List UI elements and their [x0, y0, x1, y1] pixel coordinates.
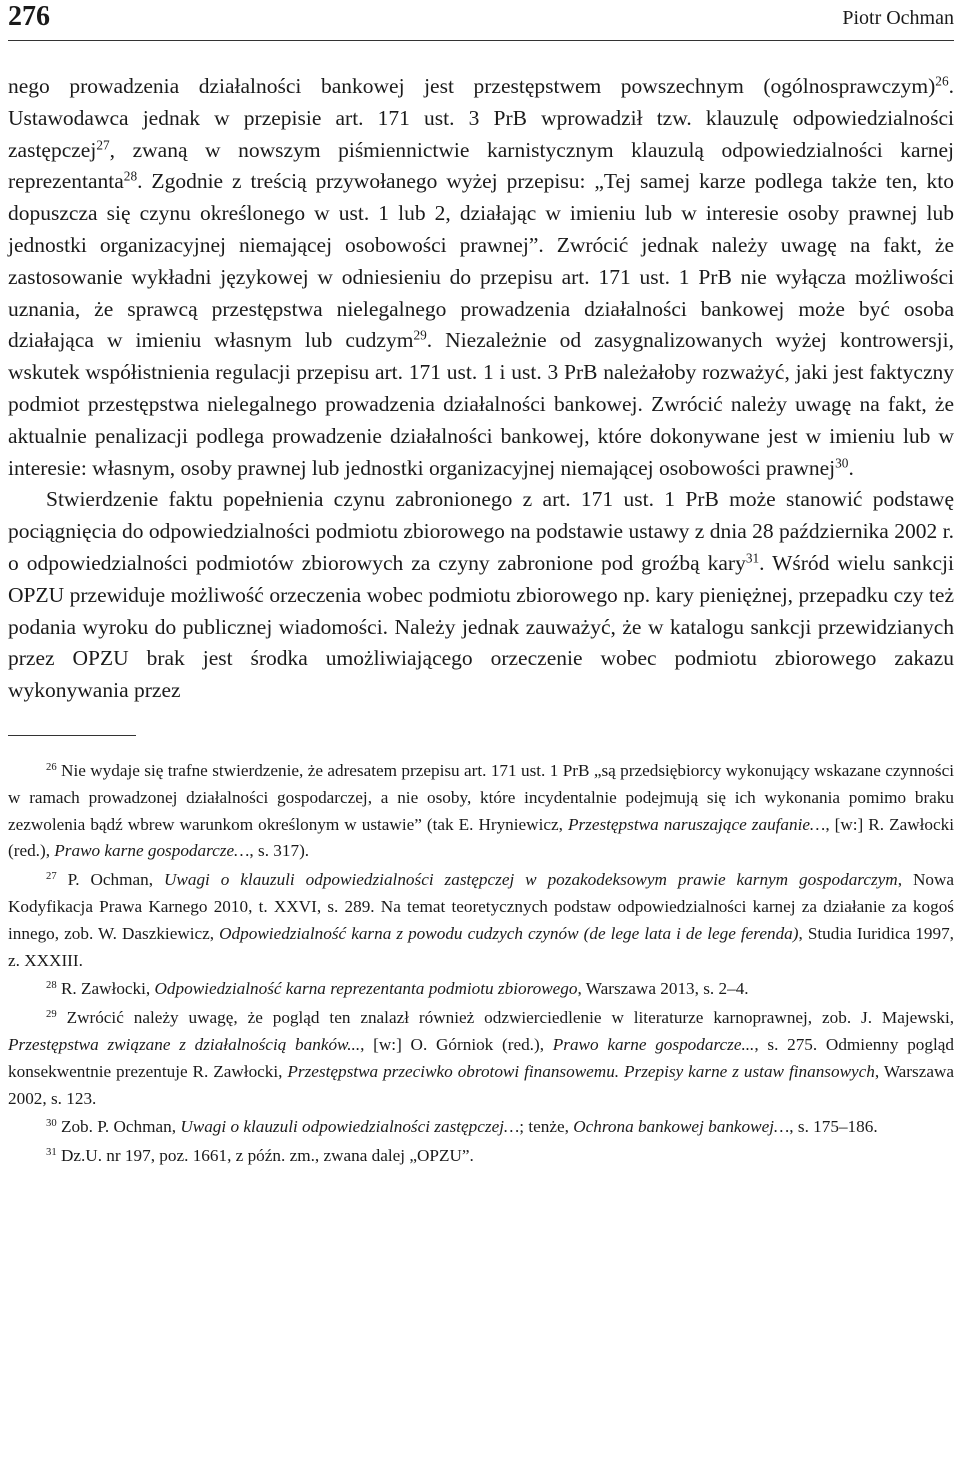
italic-title: Prawo karne gospodarcze… [54, 841, 250, 861]
italic-title: Prawo karne gospodarcze... [552, 1034, 755, 1054]
text-run: . Ustawodawca jednak w przepisie art. 171 ust. 3 PrB wprowadził tzw. klauzulę odpowiedzialności zastępczej [8, 74, 954, 162]
footnotes [8, 758, 954, 1170]
text-run: . Niezależnie od zasygnalizowanych wyżej kontrowersji, wskutek współistnienia regulacji przepisu art. 171 ust. 1 i ust. 3 PrB należałoby rozważyć, jaki jest faktyczny podmiot przestępstwa nielegalnego prowadzenia działalności bankowej. Zwrócić należy uwagę na fakt, że aktualnie penalizacji podlega prowadzenie działalności bankowej, które dokonywane jest w imieniu lub w interesie: własnym, osoby prawnej lub jednostki organizacyjnej niemającej osobowości prawnej [8, 328, 954, 480]
text-run: Dz.U. nr 197, poz. 1661, z późn. zm., zwana dalej „OPZU”. [60, 1146, 474, 1166]
footnote-27 [8, 867, 954, 974]
text-run: , zwaną w nowszym piśmiennictwie karnistycznym klauzulą odpowiedzialności karnej reprezentanta [8, 137, 954, 194]
paragraph-1 [8, 71, 954, 484]
text-run: . Zgodnie z treścią przywołanego wyżej przepisu: „Tej samej karze podlega także ten, kto dopuszcza się czynu określonego w ust. 1 lub 2, działając w imieniu lub w interesie osoby prawnej lub jednostki organizacyjnej niemającej osobowości prawnej”. Zwrócić jednak należy uwagę na fakt, że zastosowanie wykładni językowej w odniesieniu do przepisu art. 171 ust. 1 PrB nie wyłącza możliwości uznania, że sprawcą przestępstwa nielegalnego prowadzenia działalności bankowej może być osoba działająca w imieniu własnym lub cudzym [8, 169, 954, 353]
footnote-29 [8, 1005, 954, 1112]
text-run: , [w:] O. Górniok (red.), [360, 1034, 553, 1054]
running-head-author: Piotr Ochman [842, 7, 954, 29]
page-number: 276 [8, 1, 50, 32]
text-run: ; tenże, [519, 1117, 574, 1137]
footnote-number: 26 [46, 762, 57, 774]
text-run: Zwrócić należy uwagę, że pogląd ten znalazł również odzwierciedlenie w literaturze karnoprawnej, zob. J. Majewski, [66, 1008, 955, 1028]
document-page [8, 0, 954, 1172]
footnote-ref-27: 27 [96, 137, 110, 153]
text-run: , [w:] R. Zawłocki (red.), [8, 814, 954, 861]
main-text [8, 71, 954, 707]
text-run: Nie wydaje się trafne stwierdzenie, że adresatem przepisu art. 171 ust. 1 PrB „są przedsiębiorcy wykonujący wskazane czynności w ramach prowadzonej działalności gospodarczej, a nie osoby, które incydentalnie podejmują się ich wykonania pomimo braku zezwolenia bądź wbrew warunkom określonym w ustawie” (tak E. Hryniewicz, [8, 760, 955, 834]
footnote-30 [8, 1114, 954, 1141]
footnote-number: 28 [46, 980, 57, 992]
footnote-ref-28: 28 [123, 169, 138, 185]
text-run: R. Zawłocki, [60, 979, 155, 999]
text-run: , s. 317). [249, 841, 310, 861]
footnote-ref-29: 29 [413, 328, 427, 344]
text-run: Zob. P. Ochman, [60, 1117, 181, 1137]
footnote-28 [8, 976, 954, 1003]
italic-title: Uwagi o klauzuli odpowiedzialności zastępczej w pozakodeksowym prawie karnym gospodarczym [163, 870, 898, 890]
text-run: , Studia Iuridica 1997, z. XXXIII. [8, 923, 954, 970]
paragraph-2 [8, 484, 954, 707]
text-run: , s. 175–186. [789, 1117, 878, 1137]
footnote-number: 29 [46, 1009, 57, 1021]
footnote-26 [8, 758, 954, 865]
footnote-ref-31: 31 [745, 550, 760, 566]
italic-title: Odpowiedzialność karna reprezentanta podmiotu zbiorowego [154, 979, 578, 999]
italic-title: Ochrona bankowej bankowej… [573, 1117, 790, 1137]
footnote-number: 27 [46, 871, 57, 883]
text-run: P. Ochman, [67, 870, 164, 890]
footnote-ref-30: 30 [835, 455, 849, 471]
text-run: nego prowadzenia działalności bankowej jest przestępstwem powszechnym (ogólnosprawczym) [8, 74, 936, 98]
text-run: . [848, 455, 854, 480]
footnote-number: 30 [46, 1118, 57, 1130]
footnote-separator [8, 735, 136, 736]
footnote-31 [8, 1143, 954, 1170]
italic-title: Odpowiedzialność karna z powodu cudzych czynów (de lege lata i de lege ferenda) [219, 923, 799, 943]
text-run: , Warszawa 2002, s. 123. [8, 1061, 955, 1108]
text-run: , Warszawa 2013, s. 2–4. [577, 979, 749, 999]
page-header [8, 0, 954, 41]
text-run: Stwierdzenie faktu popełnienia czynu zabronionego z art. 171 ust. 1 PrB może stanowić podstawę pociągnięcia do odpowiedzialności podmiotu zbiorowego na podstawie ustawy z dnia 28 października 2002 r. o odpowiedzialności podmiotów zbiorowych za czyny zabronione pod groźbą kary [8, 487, 954, 575]
text-run: . Wśród wielu sankcji OPZU przewiduje możliwość orzeczenia wobec podmiotu zbiorowego np. kary pieniężnej, przepadku czy też podania wyroku do publicznej wiadomości. Należy jednak zauważyć, że w katalogu sankcji przewidzianych przez OPZU brak jest środka umożliwiającego orzeczenie wobec podmiotu zbiorowego zakazu wykonywania przez [8, 550, 954, 703]
italic-title: Uwagi o klauzuli odpowiedzialności zastępczej… [180, 1117, 520, 1137]
italic-title: Przestępstwa związane z działalnością banków... [8, 1034, 361, 1054]
italic-title: Przestępstwa przeciwko obrotowi finansowemu. Przepisy karne z ustaw finansowych [287, 1061, 875, 1081]
text-run: , s. 275. Odmienny pogląd konsekwentnie prezentuje R. Zawłocki, [8, 1034, 954, 1081]
footnote-ref-26: 26 [935, 73, 949, 89]
italic-title: Przestępstwa naruszające zaufanie… [567, 814, 826, 834]
footnote-number: 31 [46, 1147, 57, 1159]
text-run: , Nowa Kodyfikacja Prawa Karnego 2010, t. XXVI, s. 289. Na temat teoretycznych podstaw odpowiedzialności karnej za działanie za kogoś innego, zob. W. Daszkiewicz, [8, 870, 954, 943]
